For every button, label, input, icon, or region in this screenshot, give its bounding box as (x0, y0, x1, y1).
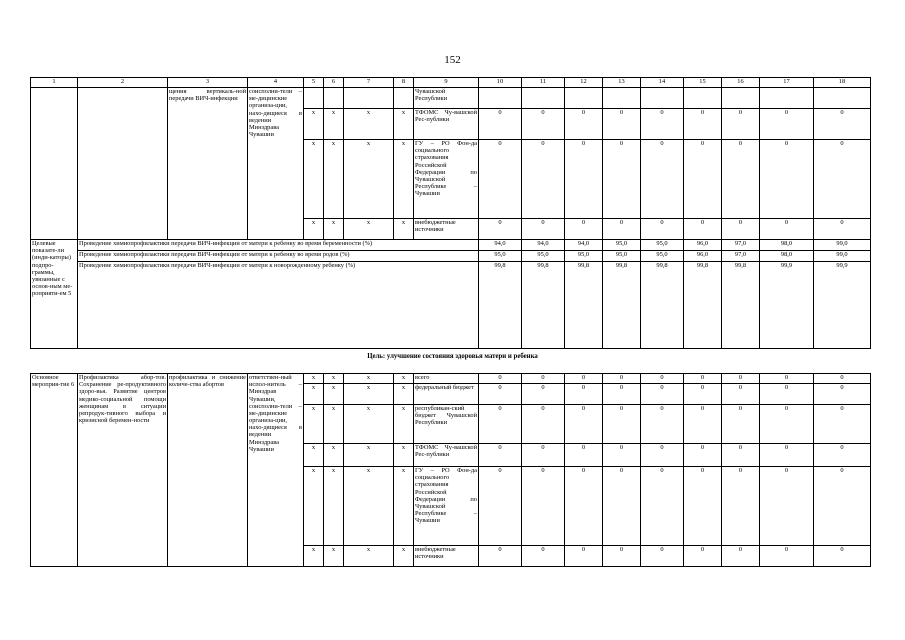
funding-source: внебюджетные источники (414, 219, 479, 240)
value-cell: 0 (641, 444, 684, 467)
value-cell: 0 (722, 546, 760, 567)
value-cell: 0 (603, 444, 641, 467)
column-header: 9 (414, 78, 479, 88)
column-header: 3 (168, 78, 248, 88)
table-cell (522, 88, 565, 109)
value-cell: 0 (814, 374, 871, 384)
indicators-label: Целевые показате-ли (инди-каторы) подпро-граммы, увязанные с основ-ным ме-роприяти-ем 5 (31, 240, 78, 349)
table-cell: х (394, 219, 414, 240)
value-cell: 0 (603, 219, 641, 240)
value-cell: 0 (760, 109, 814, 140)
value-cell: 0 (479, 109, 522, 140)
col1-text: Основное мероприя-тие 6 (31, 374, 78, 567)
value-cell: 99,8 (641, 262, 684, 349)
funding-source: внебюджетные источники (414, 546, 479, 567)
table-cell (760, 88, 814, 109)
value-cell: 0 (722, 219, 760, 240)
value-cell: 0 (522, 444, 565, 467)
funding-source: ТФОМС Чу-вашской Рес-публики (414, 109, 479, 140)
value-cell: 0 (814, 384, 871, 405)
value-cell: 99,8 (603, 262, 641, 349)
column-header: 15 (684, 78, 722, 88)
table-cell: х (304, 384, 324, 405)
column-header: 8 (394, 78, 414, 88)
indicator-text: Проведение химиопрофилактики передачи ВИЧ-инфекции от матери к ребенку во время беременности (%) (78, 240, 479, 251)
value-cell: 0 (641, 219, 684, 240)
table-cell: х (304, 374, 324, 384)
value-cell: 0 (565, 444, 603, 467)
value-cell: 0 (814, 467, 871, 546)
value-cell: 0 (760, 219, 814, 240)
page-number: 152 (444, 54, 461, 66)
table-cell: х (304, 140, 324, 219)
value-cell: 0 (479, 444, 522, 467)
value-cell: 98,0 (760, 251, 814, 262)
column-header: 7 (344, 78, 394, 88)
table-cell: х (324, 467, 344, 546)
value-cell: 99,8 (684, 262, 722, 349)
table-cell: х (324, 384, 344, 405)
table-cell: х (394, 109, 414, 140)
value-cell: 99,9 (760, 262, 814, 349)
column-header: 2 (78, 78, 168, 88)
value-cell: 0 (814, 109, 871, 140)
value-cell: 97,0 (722, 240, 760, 251)
value-cell: 96,0 (684, 251, 722, 262)
table-cell (565, 88, 603, 109)
indicator-text: Проведение химиопрофилактики передачи ВИЧ-инфекции от матери к ребенку во время родов (%) (78, 251, 479, 262)
value-cell: 0 (684, 384, 722, 405)
value-cell: 0 (722, 444, 760, 467)
value-cell: 0 (760, 374, 814, 384)
value-cell: 0 (603, 546, 641, 567)
col4-text: ответствен-ный испол-нитель – Минздрав Чувашии, соисполни-тели – ме-дицинские организа-ции, нахо-дящиеся в ведении Минздрава Чувашии (248, 374, 304, 567)
column-header: 18 (814, 78, 871, 88)
column-header: 6 (324, 78, 344, 88)
table-row (31, 374, 871, 384)
col1-empty (31, 88, 78, 240)
value-cell: 0 (603, 467, 641, 546)
value-cell: 99,9 (814, 262, 871, 349)
value-cell: 95,0 (603, 240, 641, 251)
table-cell: х (394, 467, 414, 546)
value-cell: 0 (684, 546, 722, 567)
value-cell: 0 (814, 444, 871, 467)
value-cell: 94,0 (565, 240, 603, 251)
value-cell: 99,0 (814, 251, 871, 262)
table-cell: х (324, 546, 344, 567)
value-cell: 0 (684, 444, 722, 467)
value-cell: 0 (641, 140, 684, 219)
col4-text: соисполни-тели – ме-дицинские организа-ции, нахо-дящиеся в ведении Минздрава Чувашии (248, 88, 304, 240)
table-cell: х (344, 405, 394, 444)
value-cell: 94,0 (522, 240, 565, 251)
value-cell: 96,0 (684, 240, 722, 251)
funding-source: ГУ – РО Фон-да социального страхования Российской Федерации по Чувашской Республике – Чувашии (414, 140, 479, 219)
value-cell: 0 (603, 140, 641, 219)
table-cell (641, 88, 684, 109)
value-cell: 99,8 (479, 262, 522, 349)
value-cell: 0 (479, 140, 522, 219)
column-header: 5 (304, 78, 324, 88)
value-cell: 0 (760, 546, 814, 567)
table-cell: х (394, 374, 414, 384)
table-cell: х (324, 374, 344, 384)
table-cell: х (304, 546, 324, 567)
funding-source: федеральный бюджет (414, 384, 479, 405)
value-cell: 0 (565, 405, 603, 444)
table-cell: х (324, 109, 344, 140)
value-cell: 0 (684, 140, 722, 219)
value-cell: 99,8 (522, 262, 565, 349)
value-cell: 0 (722, 384, 760, 405)
table-cell: х (324, 444, 344, 467)
value-cell: 0 (722, 467, 760, 546)
value-cell: 0 (641, 546, 684, 567)
column-header: 10 (479, 78, 522, 88)
value-cell: 99,8 (722, 262, 760, 349)
table-cell: х (304, 467, 324, 546)
table-cell: х (304, 444, 324, 467)
value-cell: 0 (565, 546, 603, 567)
value-cell: 0 (522, 140, 565, 219)
table-cell: х (304, 219, 324, 240)
funding-source: ТФОМС Чу-вашской Рес-публики (414, 444, 479, 467)
table-cell (479, 88, 522, 109)
value-cell: 0 (565, 109, 603, 140)
value-cell: 0 (565, 467, 603, 546)
funding-source: всего (414, 374, 479, 384)
value-cell: 0 (479, 219, 522, 240)
value-cell: 95,0 (641, 240, 684, 251)
value-cell: 0 (722, 374, 760, 384)
table-cell: х (344, 384, 394, 405)
funding-source: Чувашской Республики (414, 88, 479, 109)
value-cell: 0 (722, 405, 760, 444)
value-cell: 0 (565, 384, 603, 405)
value-cell: 0 (684, 219, 722, 240)
value-cell: 0 (814, 405, 871, 444)
value-cell: 0 (522, 546, 565, 567)
value-cell: 0 (814, 140, 871, 219)
table-cell: х (394, 444, 414, 467)
value-cell: 98,0 (760, 240, 814, 251)
table-cell (814, 88, 871, 109)
column-header: 1 (31, 78, 78, 88)
value-cell: 95,0 (479, 251, 522, 262)
value-cell: 0 (522, 109, 565, 140)
table-cell: х (324, 219, 344, 240)
table-cell: х (304, 405, 324, 444)
value-cell: 95,0 (565, 251, 603, 262)
value-cell: 0 (684, 467, 722, 546)
table-cell: х (344, 109, 394, 140)
value-cell: 99,8 (565, 262, 603, 349)
col3-text: щения вертикаль-ной передачи ВИЧ-инфекции (168, 88, 248, 240)
value-cell: 0 (565, 374, 603, 384)
value-cell: 0 (760, 467, 814, 546)
col2-empty (78, 88, 168, 240)
value-cell: 0 (814, 546, 871, 567)
value-cell: 0 (641, 384, 684, 405)
table-cell (344, 88, 394, 109)
value-cell: 0 (565, 219, 603, 240)
column-header: 13 (603, 78, 641, 88)
value-cell: 97,0 (722, 251, 760, 262)
table-cell: х (324, 140, 344, 219)
value-cell: 95,0 (641, 251, 684, 262)
table-cell: х (344, 467, 394, 546)
goal-title: Цель: улучшение состояния здоровья матери и ребенка (367, 353, 538, 360)
value-cell: 0 (603, 374, 641, 384)
indicator-row (31, 251, 871, 262)
value-cell: 0 (722, 140, 760, 219)
column-header: 11 (522, 78, 565, 88)
column-header: 16 (722, 78, 760, 88)
table-cell: х (394, 384, 414, 405)
value-cell: 0 (603, 109, 641, 140)
funding-source: республикан-ский бюджет Чувашской Республики (414, 405, 479, 444)
table-cell: х (394, 140, 414, 219)
column-header: 12 (565, 78, 603, 88)
table-cell: х (394, 405, 414, 444)
value-cell: 0 (760, 384, 814, 405)
value-cell: 0 (641, 109, 684, 140)
value-cell: 0 (641, 405, 684, 444)
table-cell (394, 88, 414, 109)
table-cell (684, 88, 722, 109)
value-cell: 0 (479, 546, 522, 567)
value-cell: 0 (684, 405, 722, 444)
table-cell: х (344, 546, 394, 567)
indicator-text: Проведение химиопрофилактики передачи ВИЧ-инфекции от матери к новорожденному ребенку (%) (78, 262, 479, 349)
value-cell: 0 (522, 384, 565, 405)
table-cell: х (304, 109, 324, 140)
value-cell: 94,0 (479, 240, 522, 251)
value-cell: 0 (479, 405, 522, 444)
value-cell: 0 (641, 374, 684, 384)
value-cell: 0 (760, 405, 814, 444)
table-row (31, 88, 871, 109)
value-cell: 0 (684, 109, 722, 140)
value-cell: 95,0 (603, 251, 641, 262)
table-cell (304, 88, 324, 109)
column-header: 4 (248, 78, 304, 88)
value-cell: 0 (760, 140, 814, 219)
indicator-row (31, 262, 871, 349)
value-cell: 0 (603, 405, 641, 444)
value-cell: 0 (603, 384, 641, 405)
value-cell: 0 (522, 374, 565, 384)
table-cell: х (344, 374, 394, 384)
table-cell (324, 88, 344, 109)
value-cell: 0 (760, 444, 814, 467)
value-cell: 99,0 (814, 240, 871, 251)
value-cell: 0 (814, 219, 871, 240)
column-header: 14 (641, 78, 684, 88)
table-cell (722, 88, 760, 109)
col2-text: Профилактика абор-тов. Сохранение ре-продуктивного здоро-вья. Развитие центров медико-социальной помощи женщинам в ситуации репродук-тивного выбора и кризисной беремен-ности (78, 374, 168, 567)
value-cell: 0 (565, 140, 603, 219)
value-cell: 0 (522, 405, 565, 444)
value-cell: 95,0 (522, 251, 565, 262)
funding-source: ГУ – РО Фон-да социального страхования Российской Федерации по Чувашской Республике – Чувашии (414, 467, 479, 546)
indicator-row (31, 240, 871, 251)
value-cell: 0 (479, 467, 522, 546)
value-cell: 0 (722, 109, 760, 140)
value-cell: 0 (684, 374, 722, 384)
lower-table (30, 373, 871, 567)
value-cell: 0 (479, 384, 522, 405)
value-cell: 0 (522, 219, 565, 240)
value-cell: 0 (522, 467, 565, 546)
col3-text: профилактика и снижение количе-ства абортов (168, 374, 248, 567)
table-cell: х (344, 140, 394, 219)
column-header: 17 (760, 78, 814, 88)
table-cell: х (344, 219, 394, 240)
table-cell: х (394, 546, 414, 567)
value-cell: 0 (479, 374, 522, 384)
table-cell: х (344, 444, 394, 467)
upper-table (30, 77, 871, 349)
table-cell: х (324, 405, 344, 444)
table-cell (603, 88, 641, 109)
value-cell: 0 (641, 467, 684, 546)
